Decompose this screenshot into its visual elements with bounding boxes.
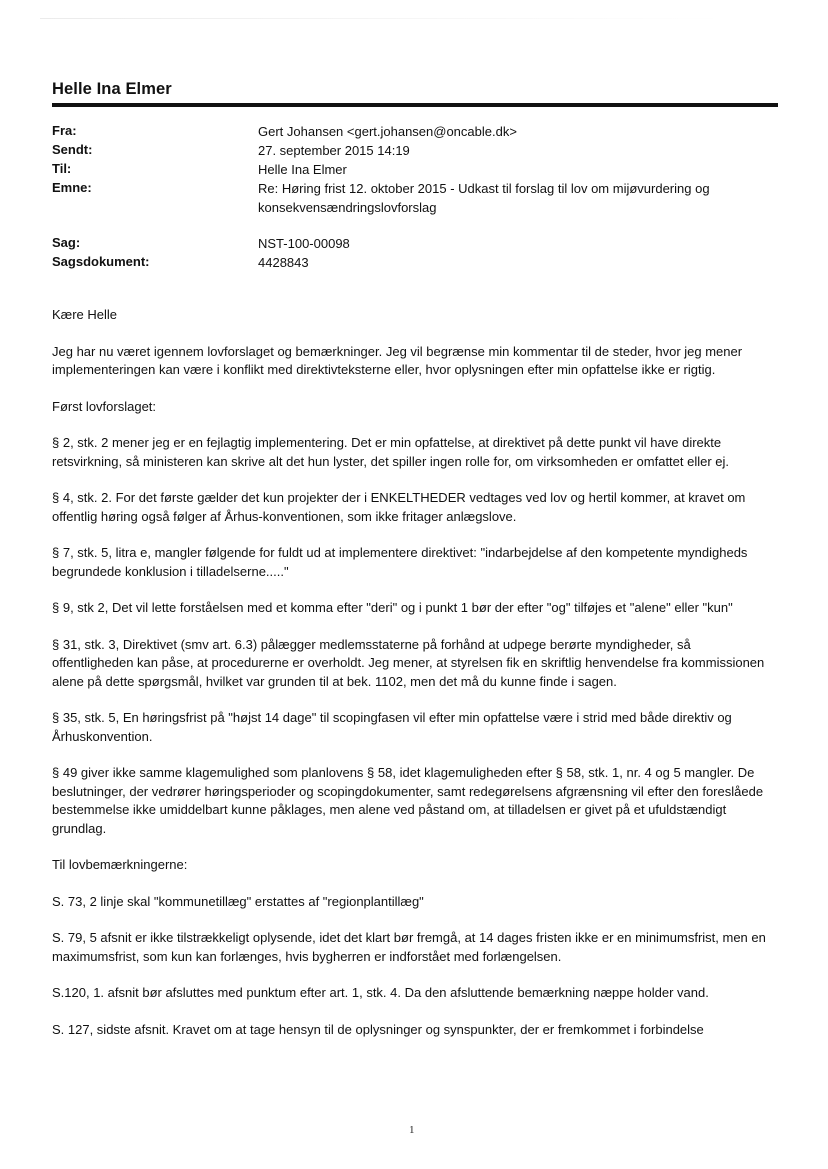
body-paragraph: Jeg har nu været igennem lovforslaget og bemærkninger. Jeg vil begrænse min kommentar til de steder, hvor jeg mener implementeringen kan være i konflikt med direktivteksterne eller, hvor oplysningen efter min opfattelse ikke er rigtig.: [52, 343, 743, 377]
body-paragraph: § 35, stk. 5, En høringsfrist på "højst 14 dage" til scopingfasen vil efter min opfattelse være i strid med både direktiv og Århuskonvention.: [52, 710, 732, 744]
case-label: Sag:: [52, 235, 81, 250]
body-paragraph: § 9, stk 2, Det vil lette forståelsen med et komma efter "deri" og i punkt 1 bør der efter "og" tilføjes et "alene" eller "kun": [52, 600, 733, 615]
subject-value: Re: Høring frist 12. oktober 2015 - Udkast til forslag til lov om mijøvurdering og konsekvensændringslovforslag: [258, 181, 710, 215]
email-sender-name: Helle Ina Elmer: [52, 80, 172, 98]
subject-label: Emne:: [52, 180, 92, 195]
body-paragraph: S. 79, 5 afsnit er ikke tilstrækkeligt oplysende, idet det klart bør fremgå, at 14 dages fristen ikke er en minimumsfrist, men en maximumsfrist, som kun kan forlænges, hvis bygherren er indforstået med forlængelsen.: [52, 930, 766, 964]
to-value: Helle Ina Elmer: [258, 162, 347, 177]
body-paragraph: § 2, stk. 2 mener jeg er en fejlagtig implementering. Det er min opfattelse, at direktivet på dette punkt vil have direkte retsvirkning, så ministeren kan skrive alt det hun lyster, det spiller ingen rolle for, om virksomheden er omfattet eller ej.: [52, 435, 730, 469]
from-value: Gert Johansen <gert.johansen@oncable.dk>: [258, 124, 517, 139]
to-label: Til:: [52, 161, 72, 176]
body-paragraph: Først lovforslaget:: [52, 398, 157, 414]
body-paragraph: § 31, stk. 3, Direktivet (smv art. 6.3) pålægger medlemsstaterne på forhånd at udpege berørte myndigheder, så offentligheden kan påse, at procedurerne er overholdt. Jeg mener, at styrelsen fik en skriftlig henvendelse fra kommissionen alene på dette spørgsmål, hvilket var grunden til at bek. 1102, men det må du kunne finde i sagen.: [52, 636, 765, 689]
casedoc-label: Sagsdokument:: [52, 254, 150, 269]
body-paragraph: S. 73, 2 linje skal "kommunetillæg" erstattes af "regionplantillæg": [52, 893, 424, 909]
page-number: 1: [409, 1124, 415, 1136]
email-body: [52, 306, 774, 1057]
from-label: Fra:: [52, 123, 77, 138]
case-value: NST-100-00098: [258, 236, 350, 251]
body-paragraph: § 4, stk. 2. For det første gælder det kun projekter der i ENKELTHEDER vedtages ved lov og hertil kommer, at kravet om offentlig høring også følger af Århus-konventionen, som ikke fritager anlægslove.: [52, 490, 746, 524]
header-divider: [52, 103, 778, 107]
casedoc-value: 4428843: [258, 255, 309, 270]
body-paragraph: § 49 giver ikke samme klagemulighed som planlovens § 58, idet klagemuligheden efter § 58, stk. 1, nr. 4 og 5 mangler. De beslutninger, der vedrører høringsperioder og scopingdokumenter, samt redegørelsens afgrænsning vil efter den foreslåede bestemmelse ikke umiddelbart kunne påklages, men alene ved påstand om, at tilladelsen er givet på et ufuldstændigt grundlag.: [52, 765, 764, 836]
sent-label: Sendt:: [52, 142, 93, 157]
body-paragraph: Til lovbemærkningerne:: [52, 857, 188, 872]
scan-edge-line: [40, 18, 730, 19]
body-paragraph: S.120, 1. afsnit bør afsluttes med punktum efter art. 1, stk. 4. Da den afsluttende bemærkning næppe holder vand.: [52, 985, 709, 1000]
body-paragraph: Kære Helle: [52, 307, 118, 322]
body-paragraph: § 7, stk. 5, litra e, mangler følgende for fuldt ud at implementere direktivet: "indarbejdelse af den kompetente myndigheds begrundede konklusion i tilladelserne.....": [52, 545, 748, 579]
body-paragraph: S. 127, sidste afsnit. Kravet om at tage hensyn til de oplysninger og synspunkter, der er fremkommet i forbindelse: [52, 1021, 704, 1037]
sent-value: 27. september 2015 14:19: [258, 143, 410, 158]
